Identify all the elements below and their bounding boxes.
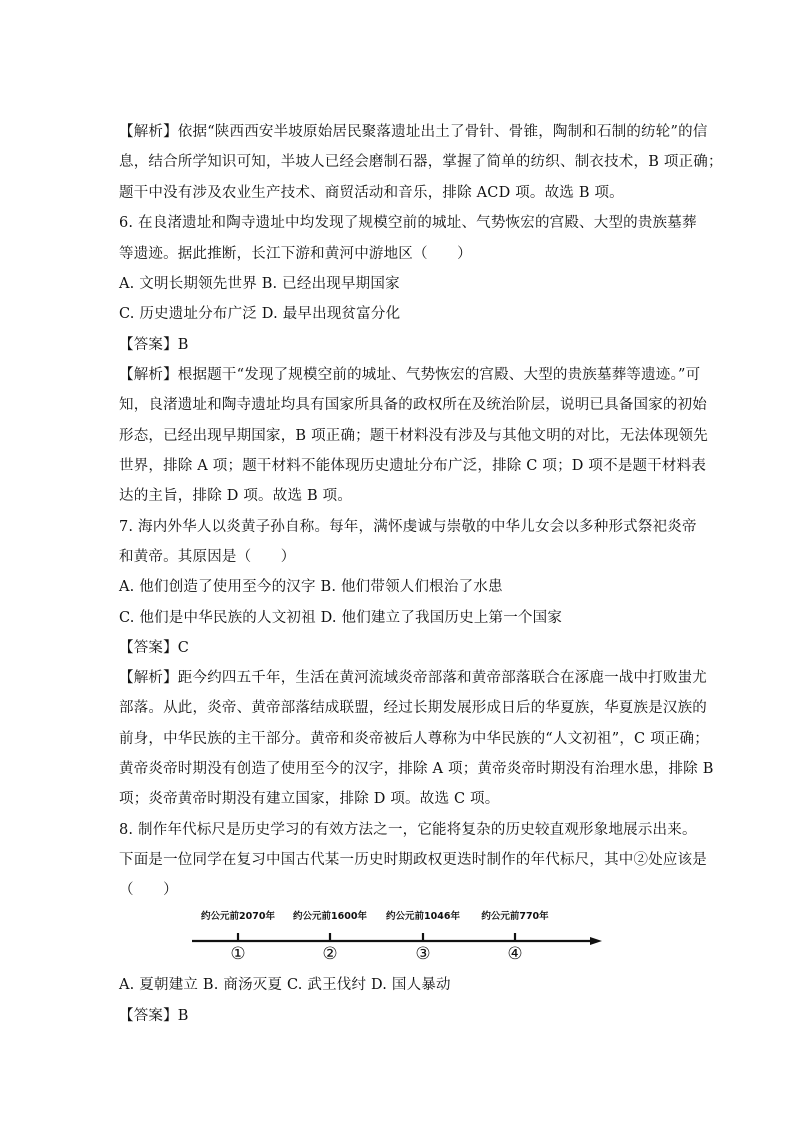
text-line: 8. 制作年代标尺是历史学习的有效方法之一，它能将复杂的历史较直观形象地展示出来。 [119, 822, 697, 838]
timeline-ruler [190, 908, 610, 970]
text-line: C. 他们是中华民族的人文初祖 D. 他们建立了我国历史上第一个国家 [119, 610, 563, 626]
text-line: 6. 在良渚遗址和陶寺遗址中均发现了规模空前的城址、气势恢宏的宫殿、大型的贵族墓葬 [119, 215, 697, 231]
timeline-marker-4: ④ [507, 944, 523, 964]
timeline-marker-1: ① [230, 944, 246, 964]
text-line: 【答案】B [119, 337, 189, 353]
text-line: 知，良渚遗址和陶寺遗址均具有国家所具备的政权所在及统治阶层，说明已具备国家的初始 [119, 397, 707, 413]
timeline-marker-3: ③ [415, 944, 431, 964]
text-line: 前身，中华民族的主干部分。黄帝和炎帝被后人尊称为中华民族的“人文初祖”，C 项正确； [119, 731, 709, 747]
text-line: A. 文明长期领先世界 B. 已经出现早期国家 [119, 276, 400, 292]
question-8-options: A. 夏朝建立 B. 商汤灭夏 C. 武王伐纣 D. 国人暴动 [119, 977, 451, 993]
text-line: 【解析】依据“陕西西安半坡原始居民聚落遗址出土了骨针、骨锥，陶制和石制的纺轮”的信 [119, 124, 708, 140]
text-line: 等遗迹。据此推断，长江下游和黄河中游地区（ ） [119, 246, 472, 262]
text-line: A. 他们创造了使用至今的汉字 B. 他们带领人们根治了水患 [119, 579, 503, 595]
text-line: 达的主旨，排除 D 项。故选 B 项。 [119, 488, 353, 504]
text-line: 7. 海内外华人以炎黄子孙自称。每年，满怀虔诚与崇敬的中华儿女会以多种形式祭祀炎帝 [119, 519, 697, 535]
text-line: 项；炎帝黄帝时期没有建立国家，排除 D 项。故选 C 项。 [119, 791, 500, 807]
text-line: 【解析】根据题干“发现了规模空前的城址、气势恢宏的宫殿、大型的贵族墓葬等遗迹。”可 [119, 367, 701, 383]
timeline-label-1: 约公元前2070年 [201, 911, 275, 922]
timeline-arrow-icon [590, 937, 602, 945]
timeline-marker-2: ② [322, 944, 338, 964]
text-line: 黄帝炎帝时期没有创造了使用至今的汉字，排除 A 项；黄帝炎帝时期没有治理水患，排除 B [119, 761, 714, 777]
timeline-label-2: 约公元前1600年 [293, 911, 367, 922]
text-line: 形态，已经出现早期国家，B 项正确；题干材料没有涉及与其他文明的对比，无法体现领先 [119, 428, 708, 444]
text-line: （ ） [119, 882, 178, 898]
text-line: C. 历史遗址分布广泛 D. 最早出现贫富分化 [119, 306, 401, 322]
answer-8: 【答案】B [119, 1008, 189, 1024]
text-line: 题干中没有涉及农业生产技术、商贸活动和音乐，排除 ACD 项。故选 B 项。 [119, 185, 624, 201]
text-line: 部落。从此，炎帝、黄帝部落结成联盟，经过长期发展形成日后的华夏族，华夏族是汉族的 [119, 700, 707, 716]
text-line: 和黄帝。其原因是（ ） [119, 549, 296, 565]
text-line: 世界，排除 A 项；题干材料不能体现历史遗址分布广泛，排除 C 项；D 项不是题干材料表 [119, 458, 707, 474]
text-line: 【解析】距今约四五千年，生活在黄河流域炎帝部落和黄帝部落联合在涿鹿一战中打败蚩尤 [119, 670, 707, 686]
text-line: 息，结合所学知识可知，半坡人已经会磨制石器，掌握了简单的纺织、制衣技术，B 项正确； [119, 154, 723, 170]
timeline-label-3: 约公元前1046年 [386, 911, 460, 922]
text-line: 【答案】C [119, 640, 190, 656]
text-line: 下面是一位同学在复习中国古代某一历史时期政权更迭时制作的年代标尺，其中②处应该是 [119, 852, 707, 868]
timeline-label-4: 约公元前770年 [481, 911, 549, 922]
